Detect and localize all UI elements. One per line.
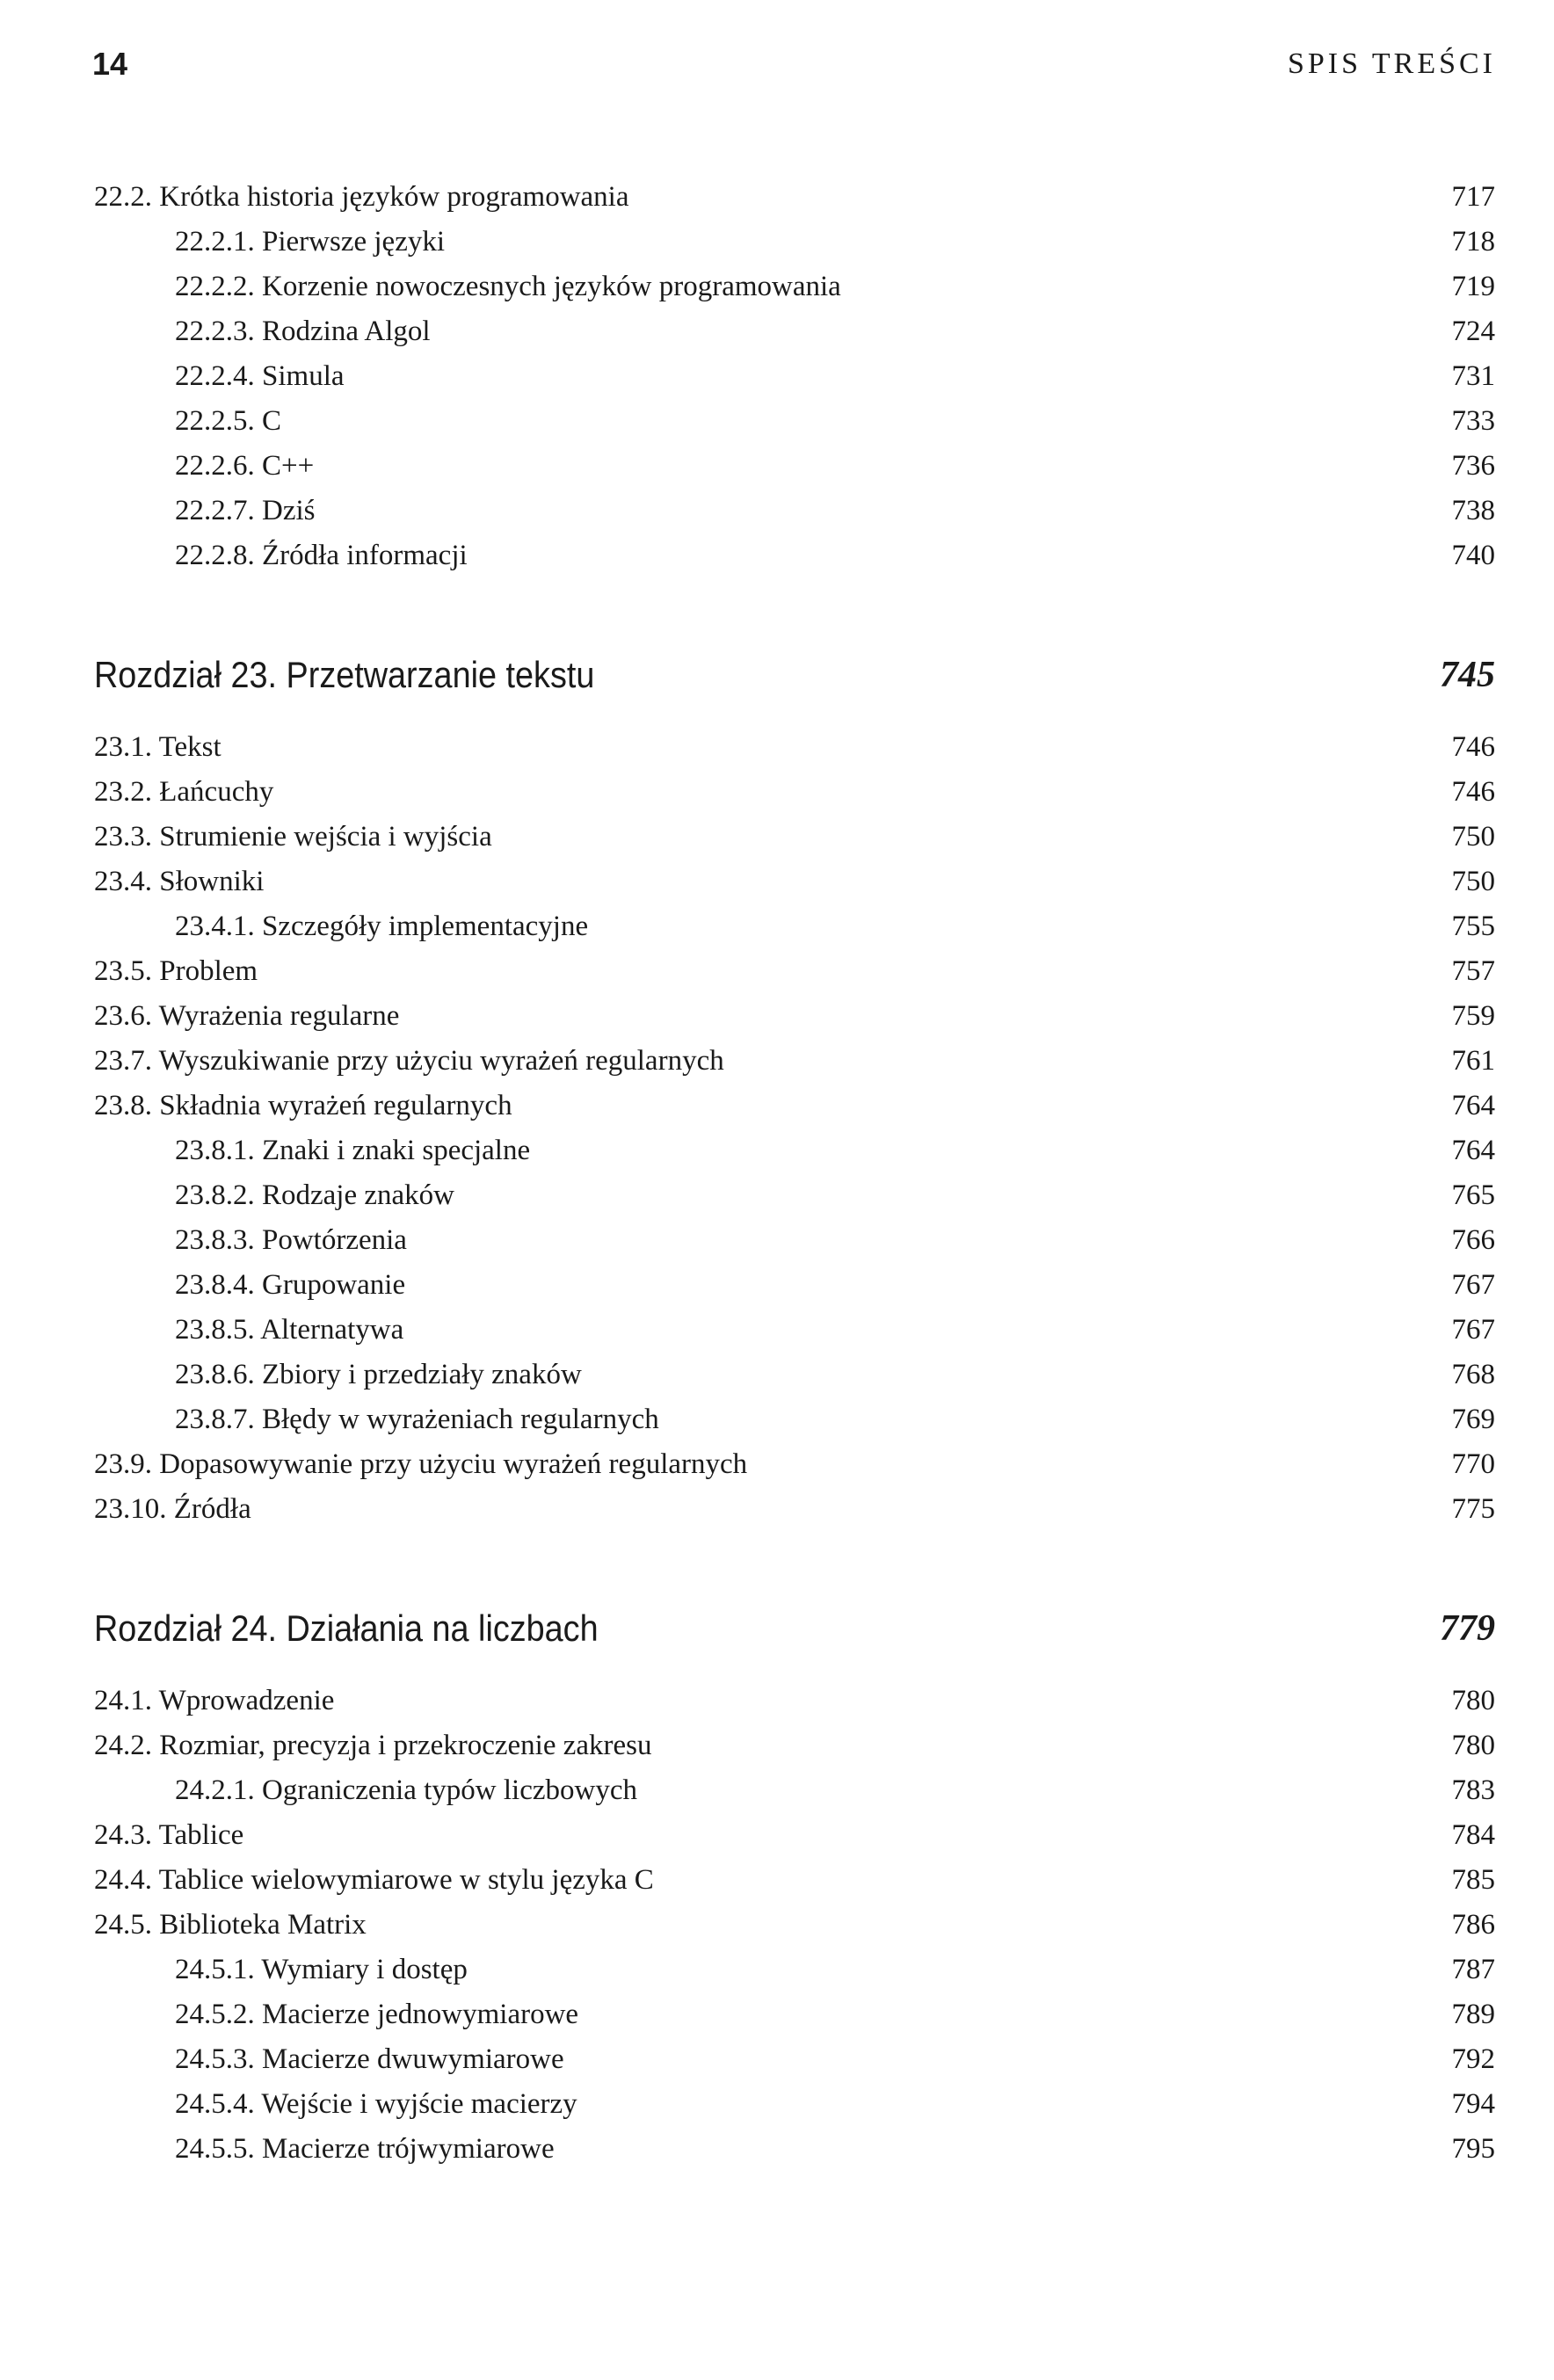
toc-entry-title: 23.7. Wyszukiwanie przy użyciu wyrażeń regularnych bbox=[94, 1045, 724, 1077]
toc-entry-title: 23.8.4. Grupowanie bbox=[175, 1269, 406, 1301]
toc-entry-title: 24.5. Biblioteka Matrix bbox=[94, 1909, 367, 1941]
toc-entry bbox=[94, 309, 1495, 354]
toc-entry-title: 22.2.1. Pierwsze języki bbox=[175, 226, 446, 258]
toc-entry bbox=[94, 444, 1495, 489]
toc-entry bbox=[94, 994, 1495, 1039]
toc-entry-page: 733 bbox=[1451, 405, 1495, 437]
toc-entry-title: 24.5.3. Macierze dwuwymiarowe bbox=[175, 2043, 564, 2075]
toc-entry bbox=[94, 265, 1495, 309]
toc-entry-title: 23.8.6. Zbiory i przedziały znaków bbox=[175, 1359, 582, 1390]
toc-entry bbox=[94, 815, 1495, 860]
toc-entry-page: 780 bbox=[1451, 1685, 1495, 1716]
toc-entry-title: 23.4.1. Szczegóły implementacyjne bbox=[175, 911, 589, 942]
toc-entry-title: 22.2.3. Rodzina Algol bbox=[175, 316, 431, 347]
toc-entry bbox=[94, 175, 1495, 220]
toc-entry-page: 736 bbox=[1451, 450, 1495, 482]
toc-entry-page: 786 bbox=[1451, 1909, 1495, 1941]
toc-entry-title: 23.1. Tekst bbox=[94, 731, 221, 763]
toc-entry bbox=[94, 1084, 1495, 1128]
toc-entry bbox=[94, 860, 1495, 904]
toc-entry-title: 23.5. Problem bbox=[94, 955, 258, 987]
toc-entry bbox=[94, 1173, 1495, 1218]
toc-entry-title: 24.5.4. Wejście i wyjście macierzy bbox=[175, 2088, 577, 2120]
toc-entry-title: Rozdział 23. Przetwarzanie tekstu bbox=[94, 654, 595, 695]
toc-entry bbox=[94, 1218, 1495, 1263]
toc-entry-title: 24.3. Tablice bbox=[94, 1819, 244, 1851]
toc-entry bbox=[94, 1353, 1495, 1397]
toc-entry-page: 783 bbox=[1451, 1774, 1495, 1806]
toc-entry-title: 22.2.5. C bbox=[175, 405, 282, 437]
toc-entry-page: 795 bbox=[1451, 2133, 1495, 2165]
toc-entry bbox=[94, 1992, 1495, 2037]
toc-entry-title: 24.2. Rozmiar, precyzja i przekroczenie zakresu bbox=[94, 1730, 652, 1761]
toc-entry-title: 23.8.5. Alternatywa bbox=[175, 1314, 404, 1346]
toc-entry-title: 22.2.8. Źródła informacji bbox=[175, 540, 468, 571]
toc-entry bbox=[94, 1858, 1495, 1903]
toc-entry-page: 764 bbox=[1451, 1135, 1495, 1166]
toc-entry-title: 22.2.4. Simula bbox=[175, 360, 345, 392]
toc-entry bbox=[94, 1723, 1495, 1768]
toc-entry-page: 770 bbox=[1451, 1448, 1495, 1480]
page-number: 14 bbox=[92, 46, 128, 82]
toc-entry bbox=[94, 770, 1495, 815]
toc-entry-title: 23.10. Źródła bbox=[94, 1493, 251, 1525]
toc-entry-title: 22.2.7. Dziś bbox=[175, 495, 316, 526]
toc-entry-title: 24.5.2. Macierze jednowymiarowe bbox=[175, 1999, 579, 2030]
running-title: SPIS TREŚCI bbox=[1287, 47, 1496, 80]
toc-entry-page: 740 bbox=[1451, 540, 1495, 571]
toc-entry-page: 761 bbox=[1451, 1045, 1495, 1077]
toc-entry-page: 784 bbox=[1451, 1819, 1495, 1851]
toc-entry bbox=[94, 1263, 1495, 1308]
toc-entry-title: 23.4. Słowniki bbox=[94, 866, 265, 897]
toc-entry-page: 764 bbox=[1451, 1090, 1495, 1121]
toc-entry-page: 792 bbox=[1451, 2043, 1495, 2075]
toc-entry-page: 759 bbox=[1451, 1000, 1495, 1032]
toc-entry bbox=[94, 1039, 1495, 1084]
toc-entry-page: 738 bbox=[1451, 495, 1495, 526]
toc-entry-title: 24.5.1. Wymiary i dostęp bbox=[175, 1954, 468, 1985]
toc-entry-page: 769 bbox=[1451, 1404, 1495, 1435]
toc-entry-page: 746 bbox=[1451, 731, 1495, 763]
toc-entry-page: 767 bbox=[1451, 1314, 1495, 1346]
toc-entry-page: 794 bbox=[1451, 2088, 1495, 2120]
toc-entry-title: 23.3. Strumienie wejścia i wyjścia bbox=[94, 821, 492, 853]
toc-entry bbox=[94, 2037, 1495, 2082]
toc-entry bbox=[94, 904, 1495, 949]
toc-entry-title: 24.5.5. Macierze trójwymiarowe bbox=[175, 2133, 555, 2165]
toc-entry-page: 750 bbox=[1451, 821, 1495, 853]
toc-entry bbox=[94, 1903, 1495, 1948]
toc-entry-title: 22.2.6. C++ bbox=[175, 450, 315, 482]
toc-entry-title: 23.6. Wyrażenia regularne bbox=[94, 1000, 400, 1032]
toc-entry-page: 787 bbox=[1451, 1954, 1495, 1985]
toc-entry-page: 765 bbox=[1451, 1179, 1495, 1211]
toc-entry-page: 719 bbox=[1451, 271, 1495, 302]
toc-entry bbox=[94, 1679, 1495, 1723]
toc-chapter-heading bbox=[94, 1602, 1495, 1655]
toc-entry-page: 717 bbox=[1451, 181, 1495, 213]
toc-entry-page: 724 bbox=[1451, 316, 1495, 347]
toc-entry-title: 24.4. Tablice wielowymiarowe w stylu języka C bbox=[94, 1864, 654, 1896]
toc-entry bbox=[94, 1128, 1495, 1173]
toc-entry bbox=[94, 1948, 1495, 1992]
toc-entry bbox=[94, 220, 1495, 265]
toc-entry-page: 780 bbox=[1451, 1730, 1495, 1761]
toc-entry bbox=[94, 354, 1495, 399]
toc-entry bbox=[94, 1768, 1495, 1813]
toc-entry-page: 766 bbox=[1451, 1224, 1495, 1256]
toc-entry-page: 785 bbox=[1451, 1864, 1495, 1896]
toc-entry bbox=[94, 1487, 1495, 1532]
toc-entry-page: 775 bbox=[1451, 1493, 1495, 1525]
toc-entry-page: 755 bbox=[1451, 911, 1495, 942]
toc-entry-page: 718 bbox=[1451, 226, 1495, 258]
toc-entry-page: 746 bbox=[1451, 776, 1495, 808]
toc-entry bbox=[94, 399, 1495, 444]
toc-entry-page: 757 bbox=[1451, 955, 1495, 987]
toc-entry bbox=[94, 2127, 1495, 2172]
toc-entry bbox=[94, 533, 1495, 578]
toc-entry-title: Rozdział 24. Działania na liczbach bbox=[94, 1607, 599, 1649]
toc-entry bbox=[94, 1813, 1495, 1858]
toc-entry-title: 24.1. Wprowadzenie bbox=[94, 1685, 335, 1716]
toc-entry-page: 767 bbox=[1451, 1269, 1495, 1301]
toc-entry-title: 23.9. Dopasowywanie przy użyciu wyrażeń regularnych bbox=[94, 1448, 748, 1480]
toc-entry-page: 745 bbox=[1440, 655, 1495, 695]
toc-entry-page: 779 bbox=[1440, 1608, 1495, 1649]
toc-entry-title: 23.8.3. Powtórzenia bbox=[175, 1224, 407, 1256]
toc-entry bbox=[94, 2082, 1495, 2127]
toc-entry bbox=[94, 489, 1495, 533]
toc-entry-title: 23.8.2. Rodzaje znaków bbox=[175, 1179, 454, 1211]
toc-entry bbox=[94, 1442, 1495, 1487]
toc-entry-page: 768 bbox=[1451, 1359, 1495, 1390]
toc-entry-title: 23.8.7. Błędy w wyrażeniach regularnych bbox=[175, 1404, 659, 1435]
toc-entry-page: 789 bbox=[1451, 1999, 1495, 2030]
toc-entry-title: 24.2.1. Ograniczenia typów liczbowych bbox=[175, 1774, 638, 1806]
toc-entry-page: 750 bbox=[1451, 866, 1495, 897]
toc-entry-title: 23.2. Łańcuchy bbox=[94, 776, 274, 808]
toc-entry-title: 22.2. Krótka historia języków programowania bbox=[94, 181, 629, 213]
toc-entry-title: 23.8.1. Znaki i znaki specjalne bbox=[175, 1135, 531, 1166]
toc-entry bbox=[94, 1308, 1495, 1353]
toc-entry bbox=[94, 725, 1495, 770]
toc-entry-page: 731 bbox=[1451, 360, 1495, 392]
table-of-contents bbox=[94, 175, 1495, 2172]
toc-entry-title: 22.2.2. Korzenie nowoczesnych języków programowania bbox=[175, 271, 841, 302]
toc-entry bbox=[94, 1397, 1495, 1442]
toc-entry bbox=[94, 949, 1495, 994]
toc-chapter-heading bbox=[94, 649, 1495, 701]
toc-entry-title: 23.8. Składnia wyrażeń regularnych bbox=[94, 1090, 512, 1121]
